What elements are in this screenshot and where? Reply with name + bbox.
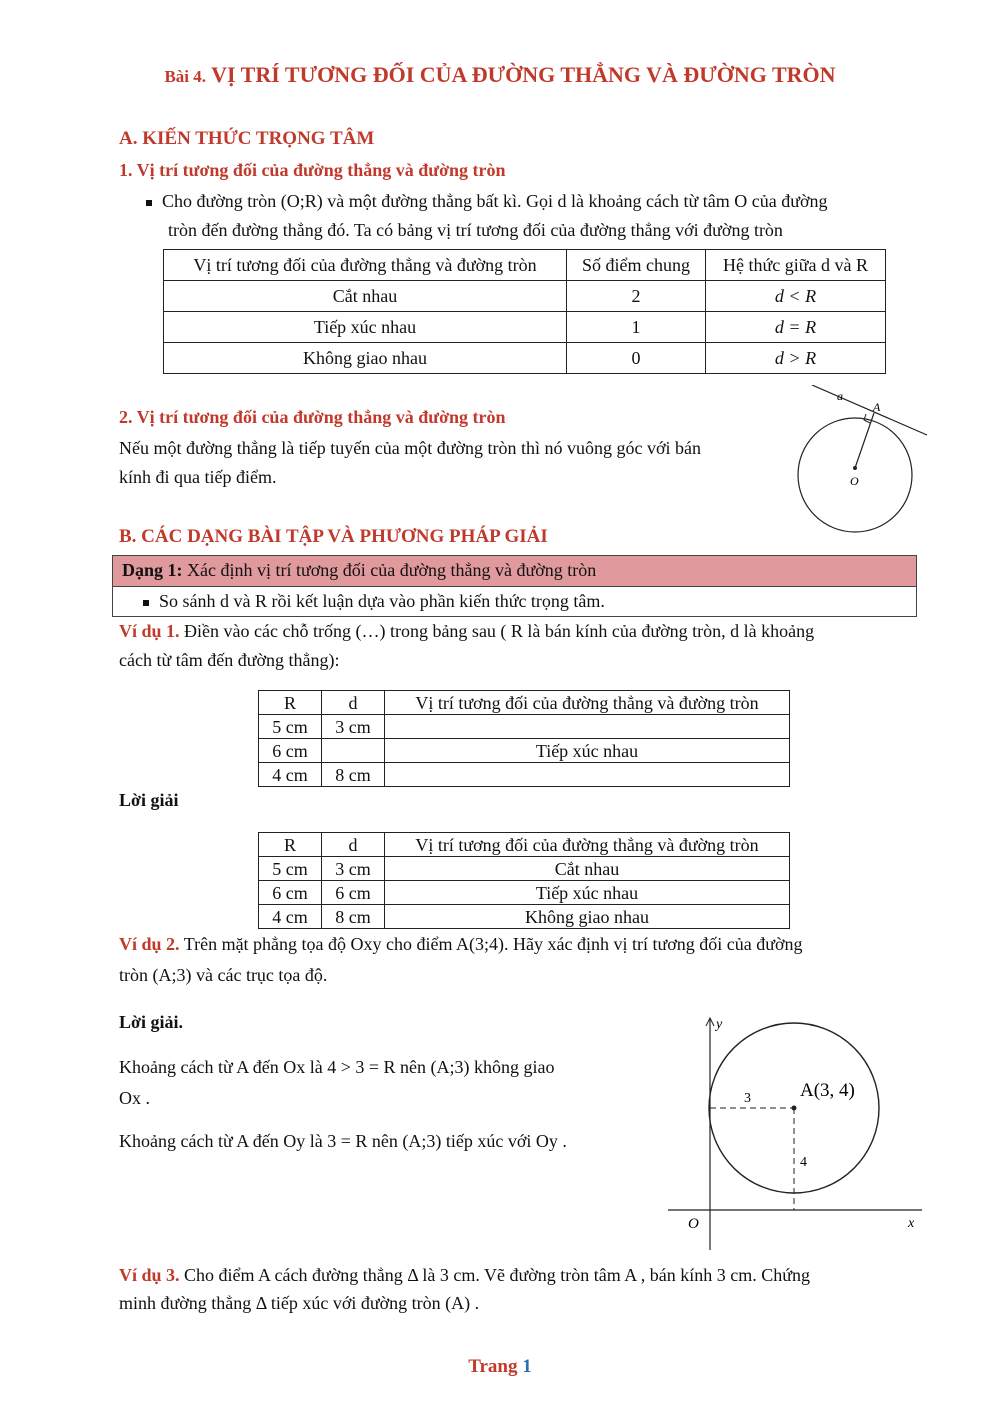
- section-a-heading: A. KIẾN THỨC TRỌNG TÂM: [119, 128, 375, 149]
- center-dot: [853, 466, 857, 470]
- table-row: [164, 343, 886, 374]
- section-b-heading: B. CÁC DẠNG BÀI TẬP VÀ PHƯƠNG PHÁP GIẢI: [119, 526, 548, 547]
- dang-1-box: [112, 555, 917, 617]
- table-cell: Không giao nhau: [164, 343, 567, 374]
- table-cell: 6 cm: [322, 881, 385, 905]
- table-cell: Tiếp xúc nhau: [385, 881, 790, 905]
- table-header-cell: d: [322, 833, 385, 857]
- dang-1-title: Xác định vị trí tương đối của đường thẳng và đường tròn: [187, 560, 597, 580]
- table-row: [259, 905, 790, 929]
- coordinate-figure: [660, 1010, 930, 1255]
- tangent-figure: [790, 385, 930, 535]
- table-header-row: [259, 833, 790, 857]
- example-3-line-1: Cho điểm A cách đường thẳng Δ là 3 cm. Vẽ đường tròn tâm A , bán kính 3 cm. Chứng: [184, 1265, 811, 1285]
- dang-1-bullet: So sánh d và R rồi kết luận dựa vào phần kiến thức trọng tâm.: [159, 591, 605, 611]
- table-cell: 3 cm: [322, 715, 385, 739]
- table-header-cell: Vị trí tương đối của đường thẳng và đường tròn: [164, 250, 567, 281]
- table-cell: d > R: [706, 343, 886, 374]
- page-footer: [0, 1356, 1000, 1378]
- dang-1-label: Dạng 1:: [122, 560, 183, 580]
- example-3-line-2: minh đường thẳng Δ tiếp xúc với đường tròn (A) .: [119, 1293, 480, 1313]
- label-3: 3: [744, 1091, 751, 1106]
- example-1-line-2: cách từ tâm đến đường thẳng):: [119, 650, 340, 670]
- footer-label: Trang: [468, 1356, 518, 1377]
- label-point-A: A(3, 4): [800, 1080, 855, 1101]
- tangent-paragraph: [119, 434, 799, 492]
- label-O: O: [850, 474, 859, 488]
- bullet-line-1: Cho đường tròn (O;R) và một đường thẳng bất kì. Gọi d là khoảng cách từ tâm O của đường: [162, 191, 828, 211]
- dang-1-body: [113, 587, 916, 616]
- label-a: a: [837, 389, 843, 403]
- table-cell: d < R: [706, 281, 886, 312]
- table-cell: Cắt nhau: [164, 281, 567, 312]
- table-header-cell: d: [322, 691, 385, 715]
- table-cell: Tiếp xúc nhau: [385, 739, 790, 763]
- square-bullet-icon: [146, 200, 152, 206]
- lesson-number: Bài 4.: [164, 67, 207, 86]
- label-4: 4: [800, 1155, 807, 1170]
- table-cell: Không giao nhau: [385, 905, 790, 929]
- table-cell: Tiếp xúc nhau: [164, 312, 567, 343]
- table-cell: 8 cm: [322, 763, 385, 787]
- label-y: y: [716, 1017, 723, 1032]
- example-1-text: [119, 617, 934, 675]
- label-origin: O: [688, 1216, 699, 1232]
- table-cell: [385, 715, 790, 739]
- table-header-cell: Vị trí tương đối của đường thẳng và đường tròn: [385, 691, 790, 715]
- example-2-line-1: Trên mặt phẳng tọa độ Oxy cho điểm A(3;4). Hãy xác định vị trí tương đối của đường: [183, 934, 803, 954]
- tangent-line-1: Nếu một đường thẳng là tiếp tuyến của một đường tròn thì nó vuông góc với bán: [119, 438, 701, 458]
- tangent-line-2: kính đi qua tiếp điểm.: [119, 467, 277, 487]
- page-number: 1: [522, 1356, 532, 1377]
- label-A: A: [873, 400, 881, 414]
- table-cell: 5 cm: [259, 715, 322, 739]
- example-2-solution-label: Lời giải.: [119, 1012, 183, 1032]
- table-cell: 6 cm: [259, 881, 322, 905]
- subsection-1-heading: 1. Vị trí tương đối của đường thẳng và đường tròn: [119, 160, 506, 180]
- table-cell: [322, 739, 385, 763]
- table-header-cell: Số điểm chung: [567, 250, 706, 281]
- table-header-row: [164, 250, 886, 281]
- dang-1-header: [113, 556, 916, 587]
- bullet-line-2: tròn đến đường thẳng đó. Ta có bảng vị trí tương đối của đường thẳng với đường tròn: [168, 220, 783, 240]
- table-cell: 2: [567, 281, 706, 312]
- table-header-row: [259, 691, 790, 715]
- radius-shape: [855, 413, 874, 468]
- table-row: [259, 763, 790, 787]
- table-cell: 4 cm: [259, 763, 322, 787]
- table-cell: 5 cm: [259, 857, 322, 881]
- table-row: [259, 715, 790, 739]
- example-1-line-1: Điền vào các chỗ trống (…) trong bảng sau ( R là bán kính của đường tròn, d là khoảng: [184, 621, 815, 641]
- table-row: [164, 312, 886, 343]
- table-row: [259, 739, 790, 763]
- example-1-label: Ví dụ 1.: [119, 621, 180, 641]
- example-1-solution-table: [258, 832, 790, 929]
- example-2-solution-line-1: Khoảng cách từ A đến Ox là 4 > 3 = R nên (A;3) không giao: [119, 1057, 555, 1077]
- table-row: [259, 881, 790, 905]
- table-cell: 6 cm: [259, 739, 322, 763]
- table-header-cell: Vị trí tương đối của đường thẳng và đường tròn: [385, 833, 790, 857]
- subsection-2-heading: 2. Vị trí tương đối của đường thẳng và đường tròn: [119, 407, 506, 427]
- table-header-cell: R: [259, 833, 322, 857]
- example-3-label: Ví dụ 3.: [119, 1265, 180, 1285]
- lesson-title: VỊ TRÍ TƯƠNG ĐỐI CỦA ĐƯỜNG THẲNG VÀ ĐƯỜNG TRÒN: [211, 62, 836, 87]
- table-cell: 4 cm: [259, 905, 322, 929]
- table-cell: d = R: [706, 312, 886, 343]
- table-header-cell: Hệ thức giữa d và R: [706, 250, 886, 281]
- table-row: [259, 857, 790, 881]
- table-cell: 3 cm: [322, 857, 385, 881]
- square-bullet-icon: [143, 600, 149, 606]
- example-2-label: Ví dụ 2.: [119, 934, 180, 954]
- page-title: [0, 62, 1000, 88]
- example-1-table: [258, 690, 790, 787]
- table-cell: [385, 763, 790, 787]
- point-A: [792, 1106, 797, 1111]
- table-row: [164, 281, 886, 312]
- label-x: x: [908, 1216, 915, 1231]
- example-3-text: [119, 1261, 934, 1317]
- position-table: [163, 249, 886, 374]
- example-2-solution-text: [119, 1052, 649, 1157]
- table-cell: 0: [567, 343, 706, 374]
- table-header-cell: R: [259, 691, 322, 715]
- example-1-solution-label: Lời giải: [119, 790, 179, 810]
- right-angle-mark: [864, 414, 870, 423]
- example-2-solution-line-2: Ox .: [119, 1088, 150, 1108]
- table-cell: Cắt nhau: [385, 857, 790, 881]
- table-cell: 8 cm: [322, 905, 385, 929]
- example-2-line-2: tròn (A;3) và các trục tọa độ.: [119, 965, 328, 985]
- bullet-paragraph: [146, 187, 936, 245]
- example-2-solution-line-3: Khoảng cách từ A đến Oy là 3 = R nên (A;3) tiếp xúc với Oy .: [119, 1131, 567, 1151]
- table-cell: 1: [567, 312, 706, 343]
- example-2-text: [119, 929, 934, 991]
